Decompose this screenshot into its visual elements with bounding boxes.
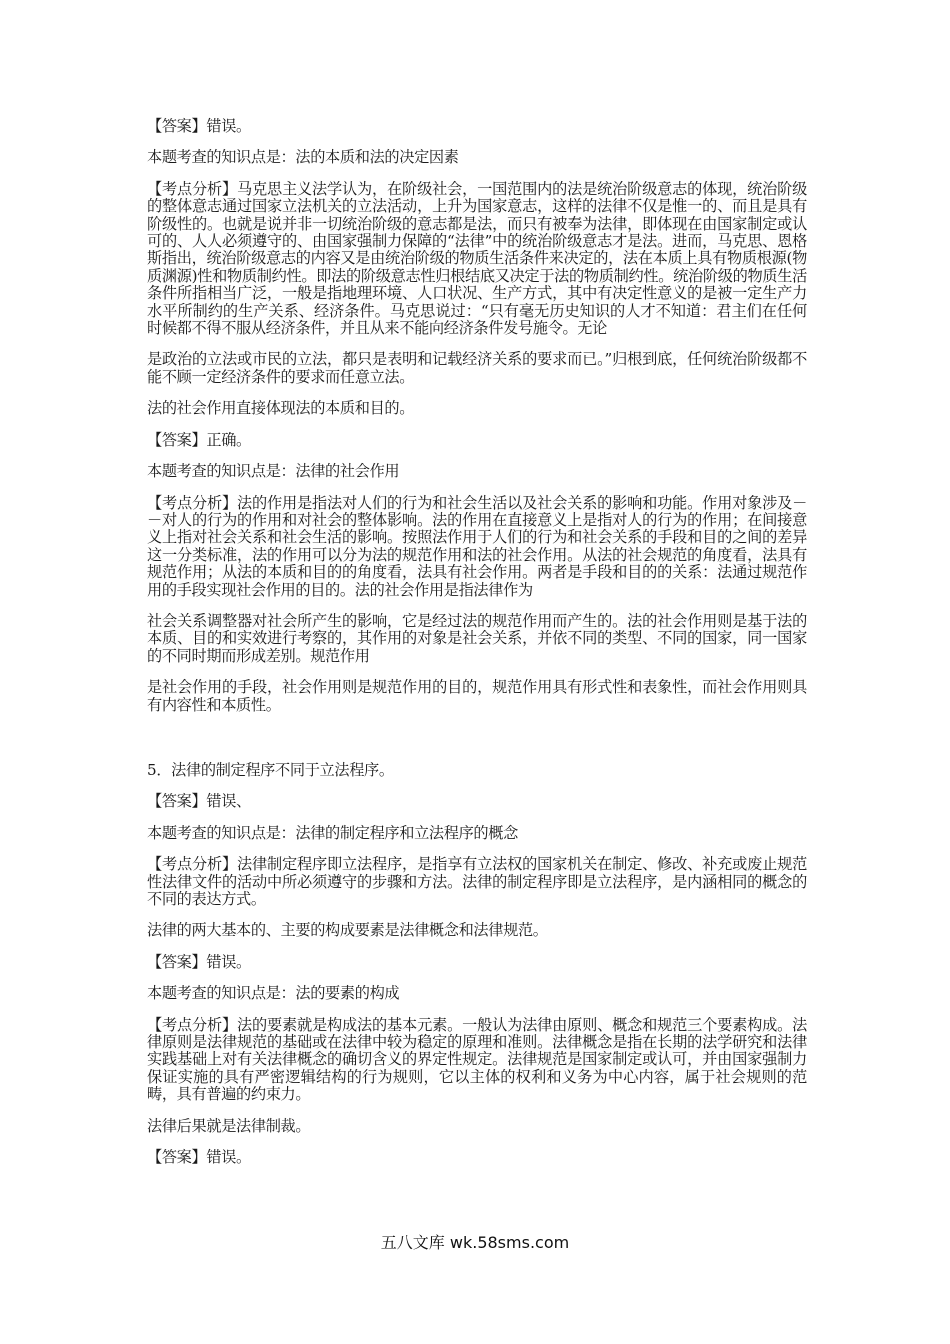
analysis-paragraph-continued: 是政治的立法或市民的立法，都只是表明和记载经济关系的要求而已。”归根到底，任何统治阶级都不能不顾一定经济条件的要求而任意立法。 [147, 350, 807, 386]
answer-line: 【答案】正确。 [147, 430, 251, 449]
answer-line: 【答案】错误。 [147, 952, 251, 971]
knowledge-point-line: 本题考查的知识点是：法的本质和法的决定因素 [147, 148, 459, 167]
document-body [147, 118, 807, 1166]
footer-watermark: 五八文库 wk.58sms.com [380, 1233, 570, 1252]
analysis-paragraph: 【考点分析】马克思主义法学认为，在阶级社会，一国范围内的法是统治阶级意志的体现，统治阶级的整体意志通过国家立法机关的立法活动，上升为国家意志，这样的法律不仅是惟一的、而且是具有阶级性的。也就是说并非一切统治阶级的意志都是法，而只有被奉为法律，即体现在由国家制定或认可的、人人必须遵守的、由国家强制力保障的“法律”中的统治阶级意志才是法。进而，马克思、恩格斯指出，统治阶级意志的内容又是由统治阶级的物质生活条件来决定的，法在本质上具有物质根源(物质渊源)性和物质制约性。即法的阶级意志性归根结底又决定于法的物质制约性。统治阶级的物质生活条件所指相当广泛，一般是指地理环境、人口状况、生产方式，其中有决定性意义的是被一定生产力水平所制约的生产关系、经济条件。马克思说过：“只有毫无历史知识的人才不知道：君主们在任何时候都不得不服从经济条件，并且从来不能向经济条件发号施令。无论 [147, 179, 807, 338]
answer-line: 【答案】错误、 [147, 792, 251, 811]
knowledge-point-line: 本题考查的知识点是：法的要素的构成 [147, 984, 400, 1003]
question-statement: 法律后果就是法律制裁。 [147, 1116, 311, 1135]
analysis-paragraph: 【考点分析】法律制定程序即立法程序，是指享有立法权的国家机关在制定、修改、补充或废止规范性法律文件的活动中所必须遵守的步骤和方法。法律的制定程序即是立法程序，是内涵相同的概念的不同的表达方式。 [147, 855, 807, 908]
answer-line: 【答案】错误。 [147, 1148, 251, 1167]
knowledge-point-line: 本题考查的知识点是：法律的社会作用 [147, 462, 400, 481]
question-statement: 法的社会作用直接体现法的本质和目的。 [147, 399, 415, 418]
question-statement: 法律的两大基本的、主要的构成要素是法律概念和法律规范。 [147, 921, 548, 940]
knowledge-point-line: 本题考查的知识点是：法律的制定程序和立法程序的概念 [147, 823, 518, 842]
analysis-paragraph: 【考点分析】法的要素就是构成法的基本元素。一般认为法律由原则、概念和规范三个要素构成。法律原则是法律规范的基础或在法律中较为稳定的原理和准则。法律概念是指在长期的法学研究和法律实践基础上对有关法律概念的确切含义的界定性规定。法律规范是国家制定或认可，并由国家强制力保证实施的具有严密逻辑结构的行为规则，它以主体的权利和义务为中心内容，属于社会规则的范畴，具有普遍的约束力。 [147, 1015, 807, 1104]
analysis-paragraph-continued: 是社会作用的手段，社会作用则是规范作用的目的，规范作用具有形式性和表象性，而社会作用则具有内容性和本质性。 [147, 678, 807, 714]
answer-line: 【答案】错误。 [147, 117, 251, 135]
analysis-paragraph: 【考点分析】法的作用是指法对人们的行为和社会生活以及社会关系的影响和功能。作用对象涉及－－对人的行为的作用和对社会的整体影响。法的作用在直接意义上是指对人的行为的作用；在间接意义上指对社会关系和社会生活的影响。按照法作用于人们的行为和社会关系的手段和目的之间的差异这一分类标准，法的作用可以分为法的规范作用和法的社会作用。从法的社会规范的角度看，法具有规范作用；从法的本质和目的的角度看，法具有社会作用。两者是手段和目的的关系：法通过规范作用的手段实现社会作用的目的。法的社会作用是指法律作为 [147, 493, 807, 599]
question-statement: 5．法律的制定程序不同于立法程序。 [147, 760, 394, 779]
analysis-paragraph-continued: 社会关系调整器对社会所产生的影响，它是经过法的规范作用而产生的。法的社会作用则是基于法的本质、目的和实效进行考察的，其作用的对象是社会关系，并依不同的类型、不同的国家，同一国家的不同时期而形成差别。规范作用 [147, 611, 807, 665]
